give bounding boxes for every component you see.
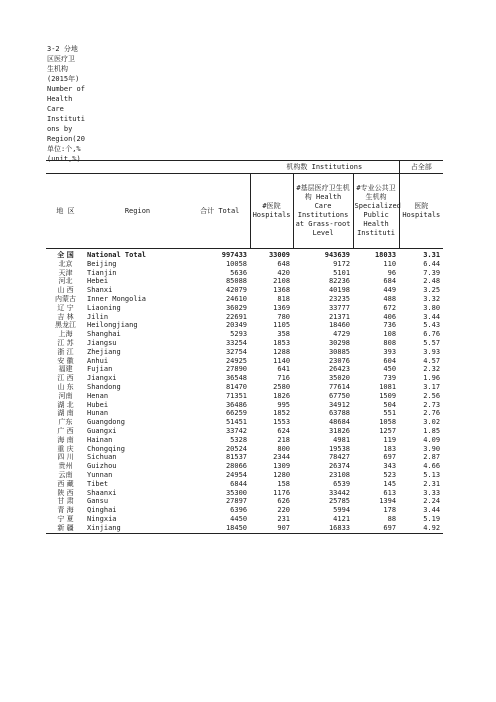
cell-hosp: 624: [277, 426, 291, 435]
cell-hosp: 818: [277, 294, 291, 303]
title-line: Care: [47, 105, 64, 113]
cell-en: Tibet: [87, 479, 109, 488]
table-row: [46, 374, 443, 383]
cell-share: 5.19: [423, 514, 441, 523]
cell-share: 2.31: [423, 479, 441, 488]
region-header-spacer: [46, 161, 250, 174]
cell-cn: 新 疆: [46, 524, 85, 533]
cell-grass: 4729: [333, 330, 351, 339]
cell-en: Hainan: [87, 435, 113, 444]
cell-spec: 1058: [379, 418, 397, 427]
cell-grass: 34912: [328, 400, 351, 409]
table-row: [46, 295, 443, 304]
table-row: [46, 383, 443, 392]
cell-spec: 672: [383, 303, 397, 312]
cell-hosp: 220: [277, 506, 291, 515]
cell-share: 4.66: [423, 462, 441, 471]
cell-cn: 全 国: [57, 250, 74, 259]
cell-grass: 9172: [333, 259, 351, 268]
cell-share: 4.09: [423, 435, 441, 444]
cell-en: Tianjin: [87, 268, 117, 277]
cell-share: 2.76: [423, 409, 441, 418]
cell-en: Hebei: [87, 277, 109, 286]
cell-total: 36029: [225, 303, 248, 312]
cell-grass: 33442: [328, 488, 351, 497]
cell-share: 3.17: [423, 382, 441, 391]
cell-hosp: 1280: [273, 470, 291, 479]
cell-en: Hunan: [87, 409, 109, 418]
cell-cn: 甘 肃: [57, 497, 74, 506]
cell-grass: 63788: [328, 409, 351, 418]
title-line: 单位:个,%: [47, 145, 81, 153]
cell-spec: 343: [383, 462, 397, 471]
cell-cn: 江 苏: [57, 338, 74, 347]
cell-hosp: 1176: [273, 488, 291, 497]
table-row: [46, 418, 443, 427]
table-row: [46, 365, 443, 374]
cell-spec: 108: [383, 330, 397, 339]
cell-cn: 四 川: [57, 453, 74, 462]
table-row: [46, 304, 443, 313]
cell-en: Hubei: [87, 400, 109, 409]
cell-cn: 辽 宁: [57, 303, 74, 312]
cell-share: 5.43: [423, 321, 441, 330]
cell-spec: 1394: [379, 497, 397, 506]
cell-total: 27897: [225, 497, 248, 506]
cell-total: 6844: [230, 479, 248, 488]
cell-total: 10058: [225, 259, 248, 268]
cell-en: Guangxi: [87, 426, 117, 435]
institutions-group-header: 机构数 Institutions: [250, 161, 399, 174]
cell-spec: 613: [383, 488, 397, 497]
cell-total: 6396: [230, 506, 248, 515]
cell-cn: 天津: [58, 268, 73, 277]
cell-spec: 450: [383, 365, 397, 374]
table-row: [46, 436, 443, 445]
table-row-total: [46, 249, 443, 260]
cell-total: 997433: [221, 251, 248, 259]
cell-en: Anhui: [87, 356, 109, 365]
cell-hosp: 800: [277, 444, 291, 453]
cell-spec: 736: [383, 321, 397, 330]
cell-total: 5328: [230, 435, 248, 444]
cell-total: 20349: [225, 321, 248, 330]
title-line: Number of: [47, 85, 85, 93]
table-row: [46, 339, 443, 348]
cell-grass: 5101: [333, 268, 351, 277]
share-hospitals-header: 医院 Hospitals: [399, 174, 443, 249]
cell-cn: 青 海: [57, 506, 74, 515]
title-line: ons by: [47, 125, 73, 133]
cell-grass: 943639: [324, 251, 351, 259]
cell-en: National Total: [87, 251, 147, 259]
cell-spec: 110: [383, 259, 397, 268]
cell-share: 4.57: [423, 356, 441, 365]
title-line: 生机构: [47, 65, 68, 73]
cell-share: 1.85: [423, 426, 441, 435]
cell-share: 3.33: [423, 488, 441, 497]
cell-total: 66259: [225, 409, 248, 418]
cell-cn: 上海: [58, 330, 73, 339]
table-row: [46, 445, 443, 454]
cell-grass: 23235: [328, 294, 351, 303]
table-row: [46, 286, 443, 295]
cell-spec: 183: [383, 444, 397, 453]
hospitals-header: #医院 Hospitals: [250, 174, 293, 249]
cell-spec: 1509: [379, 391, 397, 400]
cell-cn: 北京: [58, 259, 73, 268]
cell-cn: 陕 西: [57, 488, 74, 497]
cell-cn: 黑龙江: [55, 321, 76, 330]
cell-total: 33742: [225, 426, 248, 435]
cell-spec: 145: [383, 479, 397, 488]
cell-en: Guizhou: [87, 462, 117, 471]
cell-hosp: 1309: [273, 462, 291, 471]
cell-grass: 30298: [328, 338, 351, 347]
cell-spec: 119: [383, 435, 397, 444]
cell-hosp: 1853: [273, 338, 291, 347]
cell-share: 3.90: [423, 444, 441, 453]
cell-en: Sichuan: [87, 453, 117, 462]
cell-hosp: 1369: [273, 303, 291, 312]
cell-cn: 浙 江: [57, 347, 74, 356]
table-row: [46, 409, 443, 418]
table-row: [46, 260, 443, 269]
cell-share: 1.96: [423, 374, 441, 383]
cell-spec: 178: [383, 506, 397, 515]
cell-en: Jiangsu: [87, 338, 117, 347]
cell-share: 3.93: [423, 347, 441, 356]
cell-share: 2.24: [423, 497, 441, 506]
cell-share: 3.44: [423, 506, 441, 515]
table-row: [46, 427, 443, 436]
cell-en: Fujian: [87, 365, 113, 374]
title-line: 3-2 分地: [47, 45, 78, 53]
cell-total: 36548: [225, 374, 248, 383]
table-row: [46, 357, 443, 366]
cell-total: 22691: [225, 312, 248, 321]
cell-total: 18450: [190, 524, 250, 533]
region-cn-header: 地 区: [46, 174, 85, 249]
cell-cn: 海 南: [57, 435, 74, 444]
cell-share: 2.56: [423, 391, 441, 400]
cell-total: 32754: [225, 347, 248, 356]
cell-hosp: 2344: [273, 453, 291, 462]
cell-cn: 贵州: [58, 462, 73, 471]
cell-spec: 18033: [374, 251, 397, 259]
cell-grass: 78427: [328, 453, 351, 462]
cell-grass: 23076: [328, 356, 351, 365]
cell-cn: 山 东: [57, 382, 74, 391]
cell-spec: 684: [383, 277, 397, 286]
cell-total: 35300: [225, 488, 248, 497]
cell-hosp: 1105: [273, 321, 291, 330]
cell-grass: 31826: [328, 426, 351, 435]
cell-grass: 35020: [328, 374, 351, 383]
cell-spec: 88: [387, 514, 397, 523]
cell-cn: 重 庆: [57, 444, 74, 453]
cell-total: 24925: [225, 356, 248, 365]
cell-total: 4450: [230, 514, 248, 523]
cell-cn: 广 西: [57, 426, 74, 435]
cell-en: Jiangxi: [87, 374, 117, 383]
cell-en: Gansu: [87, 497, 109, 506]
cell-en: Ningxia: [87, 514, 117, 523]
table-row: [46, 321, 443, 330]
table-row: [46, 462, 443, 471]
grassroot-header: #基层医疗卫生机构 Health Care Institutions at Grass-root Level: [293, 174, 353, 249]
cell-total: 81470: [225, 382, 248, 391]
cell-grass: 5994: [333, 506, 351, 515]
institutions-table: [46, 160, 443, 534]
cell-hosp: 1826: [273, 391, 291, 400]
title-line: (unit,%): [47, 155, 81, 163]
cell-cn: 内蒙古: [55, 294, 76, 303]
cell-grass: 4981: [333, 435, 351, 444]
cell-cn: 湖 北: [57, 400, 74, 409]
cell-en: Liaoning: [87, 303, 121, 312]
cell-hosp: 995: [277, 400, 291, 409]
cell-en: Inner Mongolia: [87, 294, 147, 303]
table-row: [46, 471, 443, 480]
cell-grass: 4121: [333, 514, 351, 523]
cell-spec: 504: [383, 400, 397, 409]
cell-en: Beijing: [87, 259, 117, 268]
cell-spec: 523: [383, 470, 397, 479]
cell-share: 4.92: [399, 524, 443, 533]
cell-en: Yunnan: [87, 470, 113, 479]
cell-share: 2.87: [423, 453, 441, 462]
cell-grass: 67750: [328, 391, 351, 400]
cell-en: Heilongjiang: [87, 321, 138, 330]
cell-hosp: 358: [277, 330, 291, 339]
table-row: [46, 269, 443, 278]
table-row: [46, 313, 443, 322]
table-row: [46, 497, 443, 506]
cell-total: 5293: [230, 330, 248, 339]
cell-spec: 393: [383, 347, 397, 356]
title-line: 区医疗卫: [47, 55, 75, 63]
cell-grass: 26423: [328, 365, 351, 374]
table-row: [46, 524, 443, 533]
cell-hosp: 648: [277, 259, 291, 268]
cell-total: 36486: [225, 400, 248, 409]
cell-share: 3.44: [423, 312, 441, 321]
cell-spec: 697: [353, 524, 399, 533]
cell-grass: 26374: [328, 462, 351, 471]
table-row: [46, 277, 443, 286]
region-en-header: Region: [85, 174, 190, 249]
cell-total: 27890: [225, 365, 248, 374]
specialized-header: #专业公共卫生机构 Specialized Public Health Instituti: [353, 174, 399, 249]
cell-cn: 湖 南: [57, 409, 74, 418]
table-row: [46, 348, 443, 357]
cell-hosp: 2108: [273, 277, 291, 286]
table-row: [46, 401, 443, 410]
title-line: (2015年): [47, 75, 80, 83]
cell-cn: 河南: [58, 391, 73, 400]
cell-en: Shandong: [87, 382, 121, 391]
cell-spec: 488: [383, 294, 397, 303]
cell-cn: 宁 夏: [57, 514, 74, 523]
table-body: [46, 249, 443, 534]
cell-spec: 697: [383, 453, 397, 462]
cell-spec: 1081: [379, 382, 397, 391]
cell-total: 51451: [225, 418, 248, 427]
cell-share: 3.25: [423, 286, 441, 295]
cell-grass: 77614: [328, 382, 351, 391]
cell-total: 85088: [225, 277, 248, 286]
cell-spec: 604: [383, 356, 397, 365]
cell-hosp: 33009: [268, 251, 291, 259]
cell-spec: 96: [387, 268, 397, 277]
table-row: [46, 506, 443, 515]
cell-spec: 449: [383, 286, 397, 295]
cell-total: 24610: [225, 294, 248, 303]
cell-hosp: 716: [277, 374, 291, 383]
cell-grass: 30885: [328, 347, 351, 356]
cell-spec: 808: [383, 338, 397, 347]
cell-grass: 40198: [328, 286, 351, 295]
cell-share: 2.73: [423, 400, 441, 409]
cell-hosp: 218: [277, 435, 291, 444]
cell-grass: 19538: [328, 444, 351, 453]
cell-hosp: 1288: [273, 347, 291, 356]
cell-total: 28066: [225, 462, 248, 471]
cell-spec: 1257: [379, 426, 397, 435]
cell-en: Shanxi: [87, 286, 113, 295]
share-group-header: 占全部: [399, 161, 443, 174]
cell-grass: 6539: [333, 479, 351, 488]
cell-grass: 48684: [328, 418, 351, 427]
cell-hosp: 1852: [273, 409, 291, 418]
cell-hosp: 1140: [273, 356, 291, 365]
table-row: [46, 392, 443, 401]
cell-hosp: 626: [277, 497, 291, 506]
cell-en: Xinjiang: [85, 524, 190, 533]
cell-grass: 23108: [328, 470, 351, 479]
table-row: [46, 453, 443, 462]
cell-cn: 江 西: [57, 374, 74, 383]
cell-en: Shaanxi: [87, 488, 117, 497]
cell-spec: 551: [383, 409, 397, 418]
title-line: Instituti: [47, 115, 85, 123]
cell-grass: 33777: [328, 303, 351, 312]
cell-share: 2.48: [423, 277, 441, 286]
cell-hosp: 641: [277, 365, 291, 374]
table-row: [46, 515, 443, 524]
cell-hosp: 231: [277, 514, 291, 523]
cell-total: 5636: [230, 268, 248, 277]
cell-cn: 福建: [58, 365, 73, 374]
cell-spec: 406: [383, 312, 397, 321]
cell-en: Shanghai: [87, 330, 121, 339]
cell-en: Guangdong: [87, 418, 125, 427]
cell-share: 7.39: [423, 268, 441, 277]
cell-hosp: 420: [277, 268, 291, 277]
cell-spec: 739: [383, 374, 397, 383]
title-line: Health: [47, 95, 73, 103]
cell-grass: 82236: [328, 277, 351, 286]
cell-share: 3.80: [423, 303, 441, 312]
cell-share: 5.57: [423, 338, 441, 347]
cell-en: Henan: [87, 391, 109, 400]
cell-hosp: 1553: [273, 418, 291, 427]
cell-total: 71351: [225, 391, 248, 400]
cell-en: Chongqing: [87, 444, 125, 453]
cell-cn: 广东: [58, 418, 73, 427]
cell-share: 6.76: [423, 330, 441, 339]
cell-cn: 吉 林: [57, 312, 74, 321]
cell-share: 5.13: [423, 470, 441, 479]
cell-share: 3.31: [423, 251, 441, 259]
cell-grass: 18460: [328, 321, 351, 330]
cell-share: 6.44: [423, 259, 441, 268]
cell-grass: 25785: [328, 497, 351, 506]
cell-share: 3.32: [423, 294, 441, 303]
cell-grass: 16833: [293, 524, 353, 533]
cell-en: Zhejiang: [87, 347, 121, 356]
cell-total: 42079: [225, 286, 248, 295]
cell-total: 20524: [225, 444, 248, 453]
cell-hosp: 158: [277, 479, 291, 488]
total-header: 合计 Total: [190, 174, 250, 249]
cell-hosp: 780: [277, 312, 291, 321]
cell-cn: 云南: [58, 470, 73, 479]
cell-cn: 河北: [58, 277, 73, 286]
cell-cn: 安 徽: [57, 356, 74, 365]
cell-hosp: 1368: [273, 286, 291, 295]
table-title: [47, 44, 87, 164]
table-row: [46, 330, 443, 339]
cell-en: Jilin: [87, 312, 109, 321]
cell-cn: 西 藏: [57, 479, 74, 488]
table-row: [46, 489, 443, 498]
cell-hosp: 2580: [273, 382, 291, 391]
cell-hosp: 907: [250, 524, 293, 533]
cell-en: Qinghai: [87, 506, 117, 515]
cell-total: 33254: [225, 338, 248, 347]
cell-grass: 21371: [328, 312, 351, 321]
cell-share: 3.02: [423, 418, 441, 427]
cell-total: 24954: [225, 470, 248, 479]
cell-share: 2.32: [423, 365, 441, 374]
table-row: [46, 480, 443, 489]
cell-cn: 山 西: [57, 286, 74, 295]
title-line: Region(20: [47, 135, 85, 143]
cell-total: 81537: [225, 453, 248, 462]
